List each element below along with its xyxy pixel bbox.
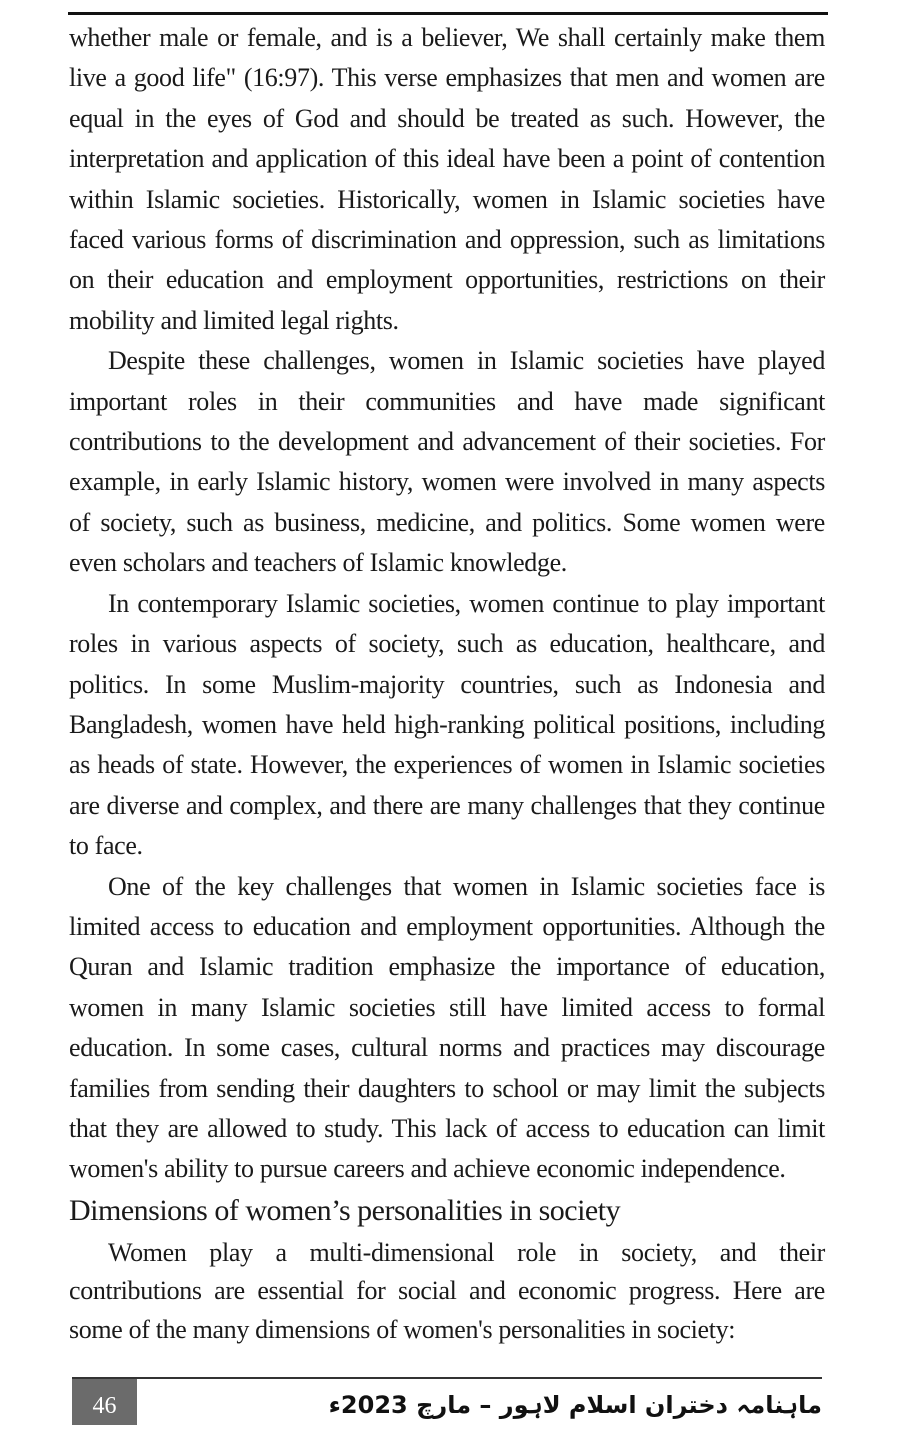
- paragraph-continued: whether male or female, and is a believer, We shall certainly make them live a good life" (16:97). This verse emphasizes that men and women are equal in the eyes of God and should be treated as such. However, the interpretation and application of this ideal have been a point of contention within Islamic societies. Historically, women in Islamic societies have faced various forms of discrimination and oppression, such as limitations on their education and employment opportunities, restrictions on their mobility and limited legal rights.: [69, 23, 825, 335]
- paragraph-dimensions: Women play a multi-dimensional role in society, and their contributions are essential for social and economic progress. Here are some of the many dimensions of women's personalities in society:: [69, 1237, 825, 1344]
- top-rule: [68, 12, 828, 15]
- paragraph-key-challenges: One of the key challenges that women in Islamic societies face is limited access to education and employment opportunities. Although the Quran and Islamic tradition emphasize the importance of education, women in many Islamic societies still have limited access to formal education. In some cases, cultural norms and practices may discourage families from sending their daughters to school or may limit the subjects that they are allowed to study. This lack of access to education can limit women's ability to pursue careers and achieve economic independence.: [69, 871, 825, 1184]
- paragraph-contemporary: In contemporary Islamic societies, women continue to play important roles in various aspects of society, such as education, healthcare, and politics. In some Muslim-majority countries, such as Indonesia and Bangladesh, women have held high-ranking political positions, including as heads of state. However, the experiences of women in Islamic societies are diverse and complex, and there are many challenges that they continue to face.: [69, 588, 825, 861]
- paragraph-challenges: Despite these challenges, women in Islamic societies have played important roles in their communities and have made significant contributions to the development and advancement of their societies. For example, in early Islamic history, women were involved in many aspects of society, such as business, medicine, and politics. Some women were even scholars and teachers of Islamic knowledge.: [69, 346, 825, 578]
- journal-title: ماہنامہ دختران اسلام لاہور – مارچ 2023ء: [328, 1391, 822, 1419]
- page-number: 46: [72, 1379, 137, 1425]
- page-body: [69, 18, 825, 1350]
- footer-rule: [72, 1377, 822, 1379]
- section-heading: Dimensions of women’s personalities in society: [69, 1193, 621, 1227]
